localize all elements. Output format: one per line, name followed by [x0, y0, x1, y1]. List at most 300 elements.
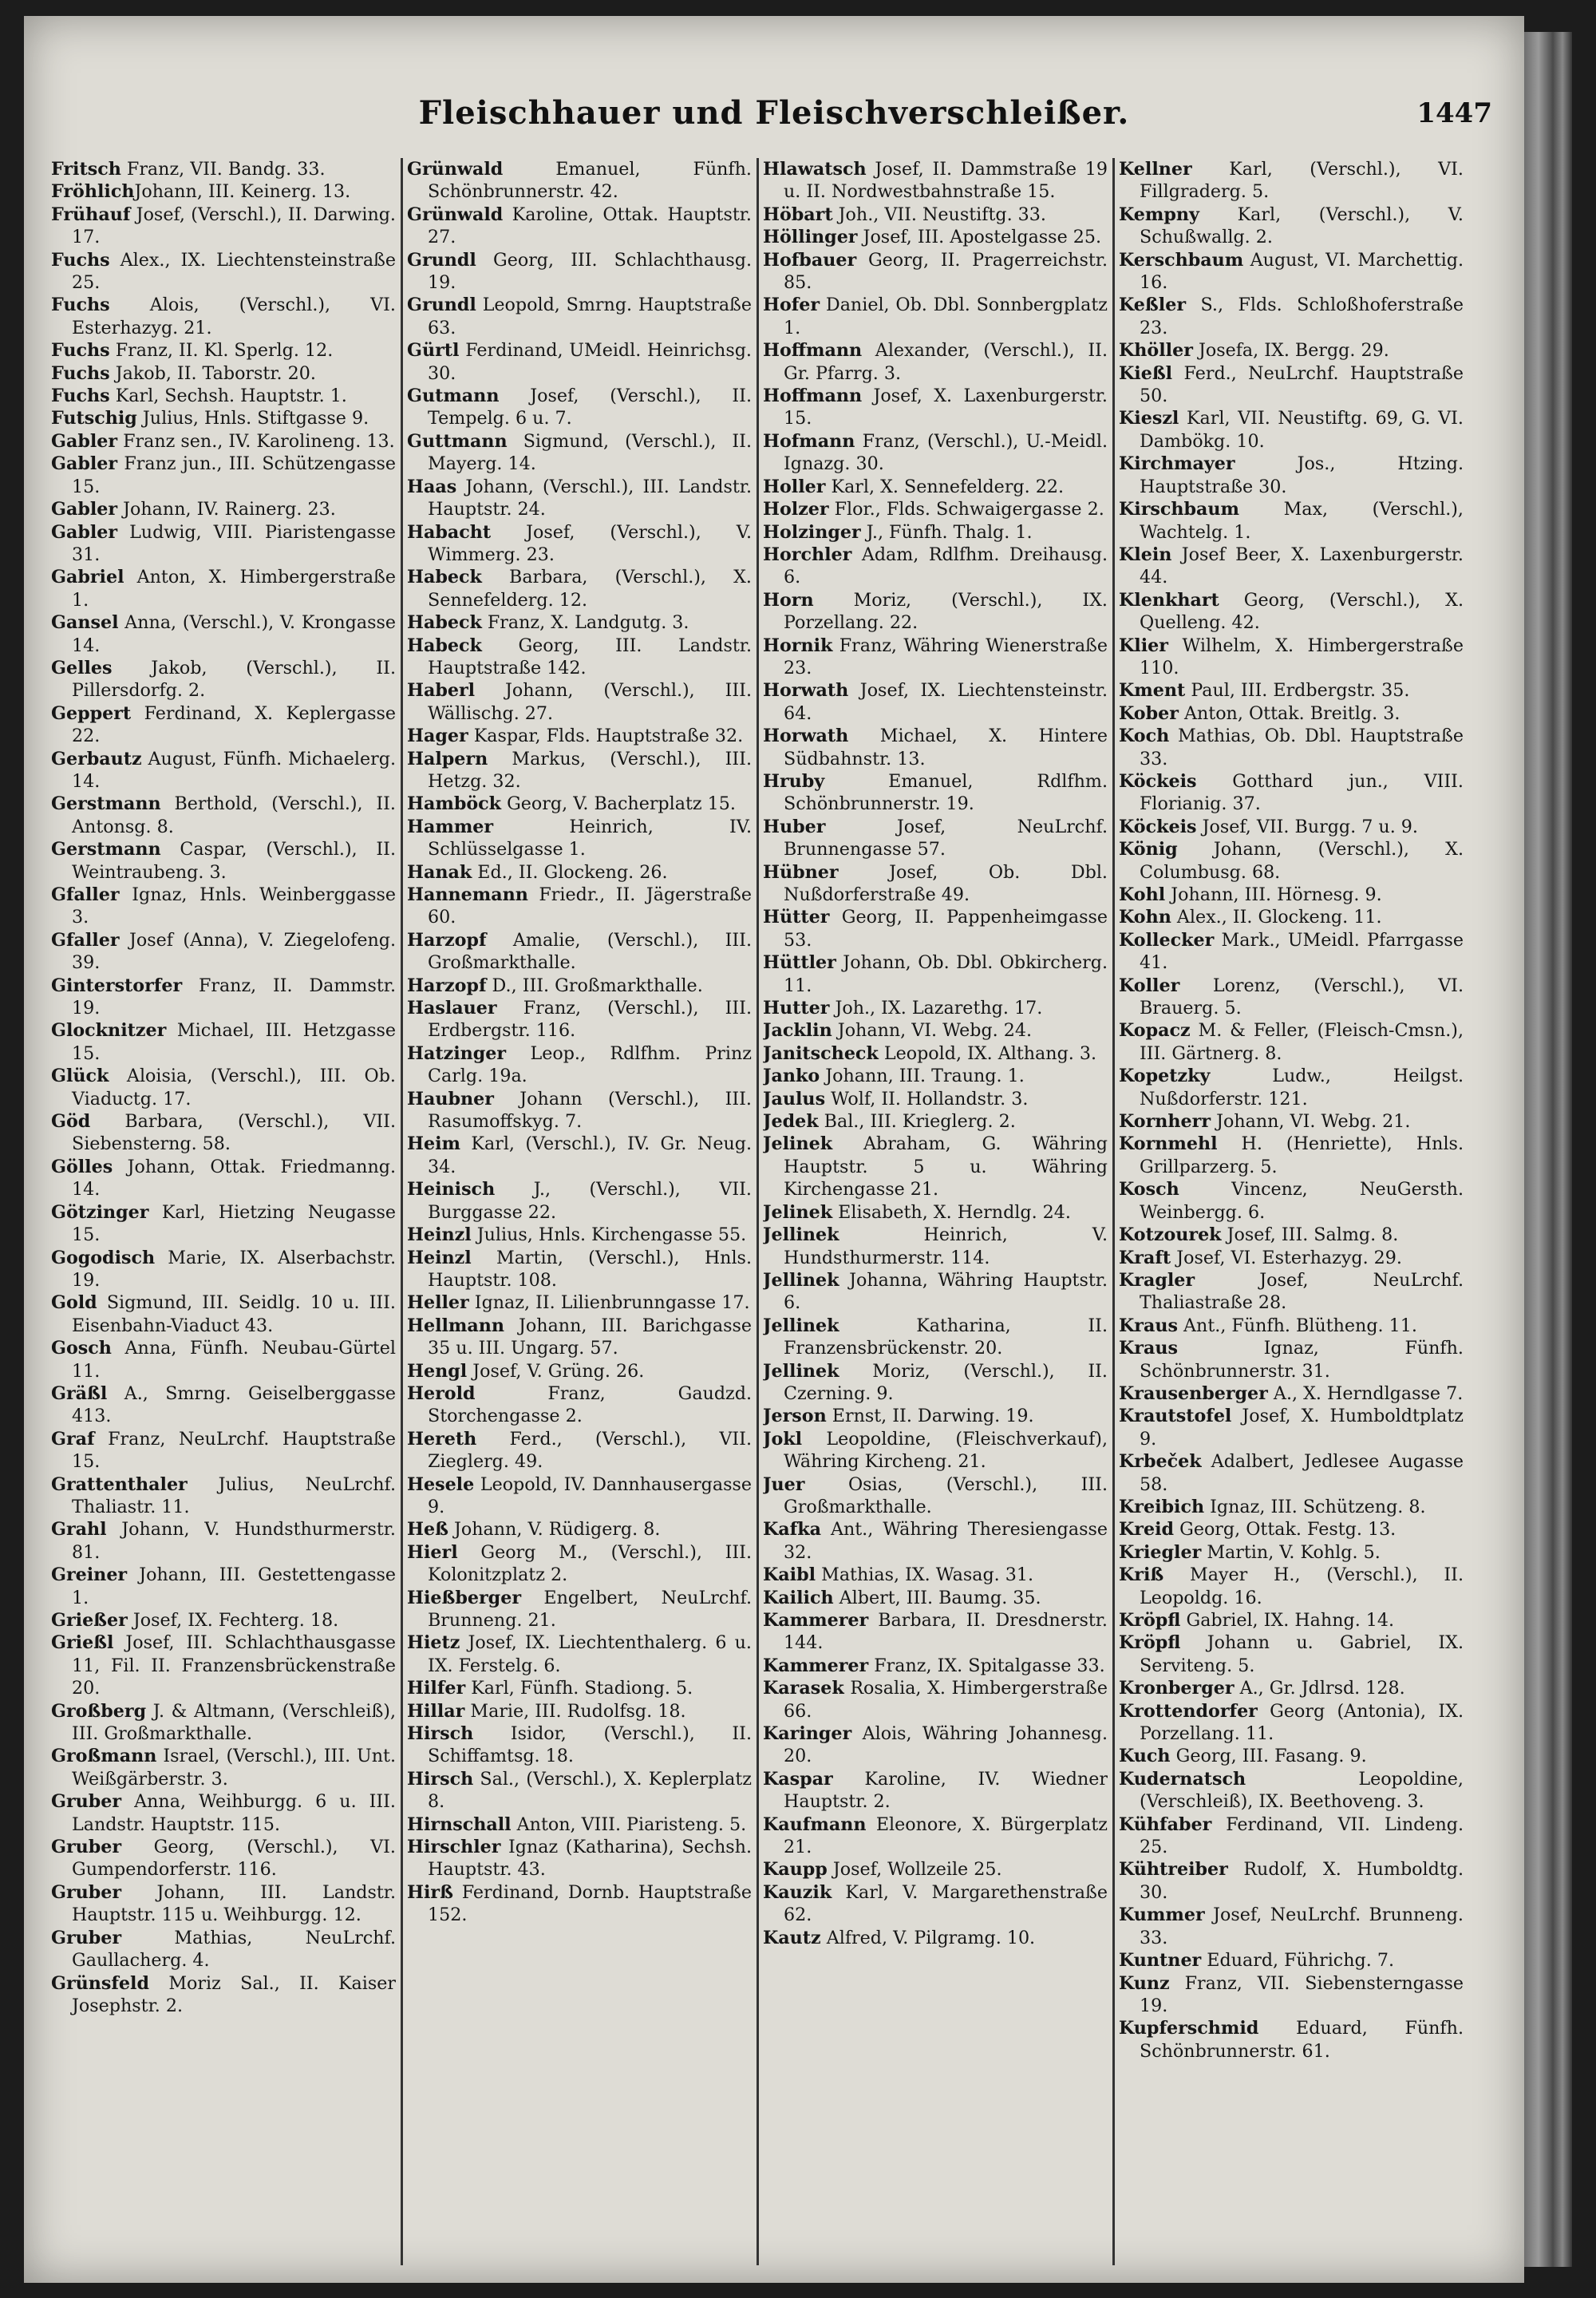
entry-details: Karl, V. Margarethenstraße 62.	[784, 1881, 1108, 1926]
entry-name: Greiner	[51, 1564, 128, 1586]
entry-details: Mathias, NeuLrchf. Gaullacherg. 4.	[72, 1927, 396, 1972]
entry-name: Hammer	[407, 816, 494, 837]
directory-entry	[763, 1110, 1108, 1133]
directory-entry	[1119, 204, 1464, 249]
entry-details: Amalie, (Verschl.), III. Großmarkthalle.	[428, 929, 752, 974]
directory-entry	[407, 793, 752, 815]
entry-details: Barbara, II. Dresdnerstr. 144.	[784, 1610, 1108, 1654]
entry-name: Hellmann	[407, 1315, 505, 1336]
directory-page	[24, 16, 1524, 2283]
entry-details: Johann, Ob. Dbl. Obkircherg. 11.	[784, 952, 1108, 996]
entry-name: Hoffmann	[763, 340, 863, 362]
entry-name: Kaupp	[763, 1859, 828, 1881]
entry-details: Ignaz, III. Schützeng. 8.	[1204, 1496, 1426, 1517]
entry-details: Johann, VI. Webg. 24.	[832, 1020, 1033, 1042]
entry-name: Horwath	[763, 726, 849, 747]
entry-name: Hirsch	[407, 1768, 474, 1790]
entry-details: Anton, X. Himbergerstraße 1.	[72, 567, 396, 611]
entry-name: Hofbauer	[763, 249, 857, 271]
entry-name: Kempny	[1119, 204, 1199, 225]
directory-entry	[1119, 339, 1464, 362]
entry-name: Klein	[1119, 544, 1172, 565]
entry-details: Anna, Fünfh. Neubau-Gürtel 11.	[72, 1338, 396, 1382]
entry-name: Jellinek	[763, 1315, 839, 1336]
directory-entry	[763, 294, 1108, 339]
entry-name: Kornmehl	[1119, 1133, 1218, 1155]
entry-name: Juer	[763, 1473, 805, 1495]
entry-details: Karl, X. Sennefelderg. 22.	[825, 476, 1065, 497]
directory-entry	[1119, 1858, 1464, 1904]
entry-name: Kaspar	[763, 1768, 833, 1790]
directory-entry	[407, 158, 752, 204]
directory-entry	[1119, 1904, 1464, 1949]
entry-details: Georg, III. Landstr. Hauptstraße 142.	[428, 635, 752, 678]
directory-entry	[407, 929, 752, 975]
entry-details: Adalbert, Jedlesee Augasse 58.	[1140, 1451, 1464, 1495]
entry-details: Johanna, Währing Hauptstr. 6.	[784, 1269, 1108, 1314]
entry-details: Eduard, Fünfh. Schönbrunnerstr. 61.	[1140, 2018, 1464, 2062]
entry-name: Hamböck	[407, 793, 502, 815]
entry-details: Ignaz, Fünfh. Schönbrunnerstr. 31.	[1140, 1338, 1464, 1382]
directory-entry	[1119, 1496, 1464, 1518]
entry-name: Kerschbaum	[1119, 249, 1244, 271]
entry-details: Leopold, IX. Althang. 3.	[878, 1042, 1097, 1064]
entry-name: Gruber	[51, 1791, 122, 1813]
directory-entry	[763, 476, 1108, 498]
entry-name: Hillar	[407, 1700, 465, 1722]
directory-entry	[51, 521, 396, 567]
entry-name: Heim	[407, 1133, 460, 1155]
directory-entry	[763, 1405, 1108, 1427]
directory-entry	[763, 1609, 1108, 1655]
entry-name: Gogodisch	[51, 1247, 156, 1268]
entry-details: Rosalia, X. Himbergerstraße 66.	[784, 1678, 1108, 1722]
directory-entry	[1119, 1065, 1464, 1110]
entry-name: Krottendorfer	[1119, 1700, 1258, 1722]
directory-entry	[1119, 1450, 1464, 1496]
entry-name: Kaibl	[763, 1564, 816, 1586]
directory-entry	[1119, 1019, 1464, 1065]
entry-name: Kraus	[1119, 1315, 1178, 1336]
entry-details: Johann, III. Landstr. Hauptstr. 115 u. Weihburgg. 12.	[72, 1881, 396, 1926]
directory-entry	[763, 679, 1108, 725]
entry-details: Abraham, G. Währing Hauptstr. 5 u. Währing Kirchengasse 21.	[784, 1133, 1108, 1200]
directory-entry	[51, 407, 396, 429]
entry-details: Georg, Ottak. Festg. 13.	[1174, 1519, 1396, 1541]
entry-details: Georg, III. Fasang. 9.	[1170, 1746, 1367, 1767]
entry-details: Franz, (Verschl.), U.-Meidl. Ignazg. 30.	[784, 430, 1108, 475]
directory-entry	[51, 1065, 396, 1110]
directory-entry	[763, 861, 1108, 907]
entry-name: Holzer	[763, 499, 829, 520]
book-page-edge	[1524, 32, 1572, 2267]
entry-details: Eduard, Führichg. 7.	[1201, 1950, 1395, 1972]
entry-name: Haberl	[407, 680, 476, 702]
directory-column-3	[763, 158, 1108, 2257]
entry-name: Keßler	[1119, 295, 1187, 316]
entry-name: Gölles	[51, 1156, 113, 1177]
directory-entry	[1119, 1949, 1464, 1972]
entry-details: Georg, (Verschl.), X. Quelleng. 42.	[1140, 589, 1464, 634]
entry-name: Hofer	[763, 295, 820, 316]
directory-entry	[763, 1428, 1108, 1473]
entry-name: Göd	[51, 1111, 91, 1133]
entry-name: Grießer	[51, 1610, 128, 1631]
directory-entry	[763, 1655, 1108, 1677]
directory-entry	[51, 430, 396, 453]
entry-details: Max, (Verschl.), Wachtelg. 1.	[1140, 499, 1464, 543]
entry-name: Köckeis	[1119, 816, 1197, 837]
entry-name: Klier	[1119, 635, 1168, 656]
entry-name: Hannemann	[407, 884, 528, 905]
entry-name: Gabriel	[51, 567, 124, 588]
directory-entry	[407, 204, 752, 249]
entry-name: Haubner	[407, 1088, 494, 1109]
directory-entry	[1119, 1269, 1464, 1315]
entry-name: Grünwald	[407, 204, 504, 225]
directory-entry	[763, 1927, 1108, 1949]
entry-name: Koller	[1119, 975, 1180, 996]
entry-name: Holler	[763, 476, 826, 497]
entry-details: Ferdinand, X. Keplergasse 22.	[72, 702, 396, 747]
directory-entry	[1119, 1972, 1464, 2018]
directory-entry	[407, 566, 752, 611]
entry-details: Anna, Weihburgg. 6 u. III. Landstr. Hauptstr. 115.	[72, 1791, 396, 1835]
entry-name: Hießberger	[407, 1587, 522, 1608]
entry-details: Gabriel, IX. Hahng. 14.	[1180, 1610, 1395, 1631]
entry-details: Josef, X. Humboldtplatz 9.	[1140, 1406, 1464, 1450]
directory-entry	[407, 1768, 752, 1813]
directory-entry	[763, 1224, 1108, 1269]
entry-details: Ant., Währing Theresiengasse 32.	[784, 1519, 1108, 1563]
entry-name: Großmann	[51, 1746, 157, 1767]
entry-name: Kellner	[1119, 159, 1192, 180]
entry-details: Mathias, Ob. Dbl. Hauptstraße 33.	[1140, 726, 1464, 769]
entry-name: Heinisch	[407, 1179, 496, 1200]
entry-details: Johann, (Verschl.), III. Wällischg. 27.	[428, 680, 752, 724]
directory-entry	[51, 1700, 396, 1746]
directory-entry	[51, 362, 396, 385]
entry-name: Hutter	[763, 998, 830, 1019]
directory-entry	[1119, 1700, 1464, 1746]
directory-entry	[51, 339, 396, 362]
directory-entry	[51, 1927, 396, 1972]
entry-details: Johann, III. Hörnesg. 9.	[1165, 884, 1382, 905]
entry-name: Kotzourek	[1119, 1224, 1222, 1246]
entry-name: Futschig	[51, 408, 137, 429]
entry-details: Adam, Rdlfhm. Dreihausg. 6.	[784, 544, 1108, 588]
entry-name: Hierl	[407, 1541, 458, 1563]
entry-details: Josef, II. Dammstraße 19 u. II. Nordwestbahnstraße 15.	[784, 159, 1108, 203]
entry-name: Gabler	[51, 499, 118, 520]
directory-entry	[1119, 1609, 1464, 1632]
entry-name: Fröhlich	[51, 181, 135, 203]
entry-details: Karl, Fünfh. Stadiong. 5.	[465, 1678, 693, 1699]
entry-name: Jaulus	[763, 1088, 826, 1109]
entry-details: Marie, III. Rudolfsg. 18.	[464, 1700, 686, 1722]
directory-entry	[1119, 929, 1464, 975]
directory-entry	[763, 635, 1108, 680]
entry-details: Johann u. Gabriel, IX. Serviteng. 5.	[1140, 1632, 1464, 1676]
directory-entry	[51, 1201, 396, 1247]
entry-name: Hereth	[407, 1428, 477, 1450]
entry-name: Janitscheck	[763, 1042, 879, 1064]
entry-name: Klenkhart	[1119, 589, 1219, 611]
entry-details: Heinrich, V. Hundsthurmerstr. 114.	[784, 1224, 1108, 1268]
entry-details: Josef, Ob. Dbl. Nußdorferstraße 49.	[784, 861, 1108, 905]
entry-name: Glocknitzer	[51, 1020, 167, 1042]
directory-entry	[51, 385, 396, 407]
directory-entry	[763, 204, 1108, 226]
entry-name: Hlawatsch	[763, 159, 867, 180]
entry-details: Alfred, V. Pilgramg. 10.	[820, 1927, 1036, 1948]
directory-entry	[407, 1315, 752, 1360]
entry-details: Ferdinand, Dornb. Hauptstraße 152.	[428, 1881, 752, 1926]
entry-details: Vincenz, NeuGersth. Weinbergg. 6.	[1140, 1179, 1464, 1223]
entry-details: Johann, V. Rüdigerg. 8.	[448, 1519, 661, 1541]
entry-details: Jos., Htzing. Hauptstraße 30.	[1140, 453, 1464, 497]
directory-entry	[51, 1247, 396, 1292]
directory-entry	[51, 1632, 396, 1699]
page-number: 1447	[1416, 97, 1492, 129]
entry-name: Kirchmayer	[1119, 453, 1235, 475]
directory-entry	[1119, 1382, 1464, 1405]
entry-name: Jellinek	[763, 1224, 839, 1246]
directory-entry	[763, 816, 1108, 861]
entry-details: Joh., VII. Neustiftg. 33.	[832, 204, 1046, 225]
entry-name: Krausenberger	[1119, 1382, 1268, 1404]
directory-entry	[763, 1360, 1108, 1406]
entry-details: Ferd., NeuLrchf. Hauptstraße 50.	[1140, 362, 1464, 407]
entry-name: Gruber	[51, 1837, 122, 1858]
directory-entry	[407, 476, 752, 521]
entry-name: Ginterstorfer	[51, 975, 183, 996]
entry-name: Kirschbaum	[1119, 499, 1240, 520]
entry-name: Grundl	[407, 249, 476, 271]
directory-entry	[407, 748, 752, 793]
entry-details: Josef, III. Schlachthausgasse 11, Fil. II. Franzensbrückenstraße 20.	[72, 1632, 396, 1699]
entry-details: Karl, Sechsh. Hauptstr. 1.	[109, 386, 347, 407]
directory-entry	[407, 430, 752, 476]
entry-name: Jokl	[763, 1428, 803, 1450]
entry-name: Hanak	[407, 861, 472, 883]
entry-name: Grießl	[51, 1632, 114, 1654]
entry-details: Leop., Rdlfhm. Prinz Carlg. 19a.	[428, 1042, 752, 1087]
directory-entry	[763, 906, 1108, 951]
entry-details: Johann, VI. Webg. 21.	[1211, 1111, 1411, 1133]
directory-entry	[51, 1473, 396, 1519]
directory-entry	[407, 339, 752, 385]
entry-name: Kornherr	[1119, 1111, 1211, 1133]
entry-name: Horn	[763, 589, 814, 611]
entry-details: Leopoldine, (Verschleiß), IX. Beethoveng. 3.	[1140, 1768, 1464, 1813]
directory-entry	[51, 1836, 396, 1881]
entry-details: August, VI. Marchettig. 16.	[1140, 249, 1464, 294]
directory-entry	[407, 1677, 752, 1699]
entry-details: Franz, VII. Siebensterngasse 19.	[1140, 1972, 1464, 2016]
entry-details: Karoline, Ottak. Hauptstr. 27.	[428, 204, 752, 248]
entry-details: Leopoldine, (Fleischverkauf), Währing Kircheng. 21.	[784, 1428, 1108, 1473]
entry-details: Moriz Sal., II. Kaiser Josephstr. 2.	[72, 1972, 396, 2016]
directory-entry	[763, 385, 1108, 430]
entry-name: Hornik	[763, 635, 833, 656]
entry-name: Kröpfl	[1119, 1632, 1181, 1654]
directory-entry	[763, 158, 1108, 204]
directory-entry	[763, 1269, 1108, 1315]
entry-details: Josef, IX. Fechterg. 18.	[127, 1610, 339, 1631]
directory-entry	[407, 1042, 752, 1088]
directory-entry	[407, 1700, 752, 1723]
directory-entry	[1119, 679, 1464, 702]
directory-entry	[763, 1088, 1108, 1110]
entry-details: Martin, V. Kohlg. 5.	[1201, 1541, 1381, 1563]
entry-name: Fuchs	[51, 386, 110, 407]
directory-column-4	[1119, 158, 1464, 2257]
directory-entry	[407, 1881, 752, 1927]
entry-name: Heller	[407, 1292, 469, 1314]
entry-name: Habeck	[407, 635, 482, 656]
entry-name: Kautz	[763, 1927, 821, 1948]
directory-entry	[1119, 1632, 1464, 1677]
entry-name: Kosch	[1119, 1179, 1179, 1200]
directory-entry	[51, 1518, 396, 1564]
entry-name: Gerstmann	[51, 793, 161, 815]
entry-details: Ignaz (Katharina), Sechsh. Hauptstr. 43.	[428, 1837, 752, 1881]
directory-entry	[407, 1247, 752, 1292]
entry-name: Hilfer	[407, 1678, 466, 1699]
entry-name: Kraus	[1119, 1338, 1178, 1359]
entry-details: Isidor, (Verschl.), II. Schiffamtsg. 18.	[428, 1723, 752, 1767]
entry-details: Franz, IX. Spitalgasse 33.	[868, 1655, 1105, 1676]
directory-entry	[51, 1745, 396, 1790]
entry-name: Höbart	[763, 204, 833, 225]
entry-name: Haas	[407, 476, 457, 497]
directory-entry	[51, 1428, 396, 1473]
entry-details: Karoline, IV. Wiedner Hauptstr. 2.	[784, 1768, 1108, 1813]
directory-entry	[407, 1518, 752, 1541]
directory-entry	[51, 204, 396, 249]
entry-details: Johann, III. Keinerg. 13.	[134, 181, 351, 203]
entry-details: Johann, III. Barichgasse 35 u. III. Ungarg. 57.	[428, 1315, 752, 1359]
entry-name: Hoffmann	[763, 386, 863, 407]
entry-details: Josefa, IX. Bergg. 29.	[1192, 340, 1389, 362]
entry-name: Gfaller	[51, 884, 120, 905]
directory-entry	[1119, 544, 1464, 589]
entry-details: Karl, VII. Neustiftg. 69, G. VI. Dambökg. 10.	[1140, 408, 1464, 452]
directory-entry	[1119, 1564, 1464, 1609]
directory-entry	[51, 975, 396, 1020]
directory-entry	[51, 611, 396, 657]
entry-details: Josef, NeuLrchf. Brunnengasse 57.	[784, 816, 1108, 860]
directory-entry	[1119, 589, 1464, 635]
entry-details: Ludw., Heilgst. Nußdorferstr. 121.	[1140, 1066, 1464, 1109]
entry-name: Heß	[407, 1519, 448, 1541]
entry-details: Leopold, Smrng. Hauptstraße 63.	[428, 295, 752, 338]
entry-details: Kaspar, Flds. Hauptstraße 32.	[468, 726, 744, 747]
entry-details: Lorenz, (Verschl.), VI. Brauerg. 5.	[1140, 975, 1464, 1019]
entry-details: Josef, III. Salmg. 8.	[1221, 1224, 1399, 1246]
entry-details: Katharina, II. Franzensbrückenstr. 20.	[784, 1315, 1108, 1359]
directory-entry	[763, 1201, 1108, 1224]
entry-details: Alex., IX. Liechtensteinstraße 25.	[72, 249, 396, 294]
directory-entry	[763, 430, 1108, 476]
entry-details: Josef, VI. Esterhazyg. 29.	[1171, 1247, 1402, 1268]
directory-entry	[51, 1156, 396, 1201]
directory-entry	[407, 1813, 752, 1836]
entry-details: Ant., Fünfh. Blütheng. 11.	[1177, 1315, 1417, 1336]
entry-name: Karinger	[763, 1723, 852, 1745]
directory-entry	[407, 816, 752, 861]
directory-entry	[407, 861, 752, 884]
entry-details: Ernst, II. Darwing. 19.	[826, 1406, 1034, 1427]
entry-details: Johann, (Verschl.), III. Landstr. Hauptstr. 24.	[428, 476, 752, 520]
directory-entry	[407, 294, 752, 339]
directory-entry	[1119, 906, 1464, 928]
entry-name: König	[1119, 839, 1178, 860]
directory-entry	[1119, 884, 1464, 906]
entry-name: Jacklin	[763, 1020, 832, 1042]
entry-details: Josef, (Verschl.), II. Darwing. 17.	[72, 204, 396, 248]
entry-name: Krautstofel	[1119, 1406, 1232, 1427]
entry-details: Ignaz, II. Lilienbrunngasse 17.	[468, 1292, 750, 1314]
directory-entry	[407, 679, 752, 725]
directory-entry	[1119, 1337, 1464, 1382]
entry-details: Osias, (Verschl.), III. Großmarkthalle.	[784, 1473, 1108, 1517]
directory-entry	[51, 1110, 396, 1156]
entry-details: Josef, IX. Liechtenthalerg. 6 u. IX. Ferstelg. 6.	[428, 1632, 752, 1676]
entry-details: Friedr., II. Jägerstraße 60.	[428, 884, 752, 928]
entry-name: Gosch	[51, 1338, 112, 1359]
entry-name: Kohl	[1119, 884, 1166, 905]
entry-name: Kriß	[1119, 1564, 1164, 1586]
entry-details: Jakob, II. Taborstr. 20.	[109, 362, 316, 384]
directory-entry	[1119, 1518, 1464, 1541]
entry-details: Heinrich, IV. Schlüsselgasse 1.	[428, 816, 752, 860]
entry-details: Karl, Hietzing Neugasse 15.	[72, 1201, 396, 1246]
entry-details: Georg, II. Pragerreichstr. 85.	[784, 249, 1108, 294]
entry-details: Sigmund, III. Seidlg. 10 u. III. Eisenbahn-Viaduct 43.	[72, 1292, 396, 1336]
entry-name: Habeck	[407, 612, 482, 634]
page-header	[24, 94, 1524, 150]
entry-details: Johann, III. Gestettengasse 1.	[72, 1564, 396, 1608]
entry-details: Ed., II. Glockeng. 26.	[472, 861, 668, 883]
directory-entry	[407, 1088, 752, 1133]
directory-entry	[1119, 1677, 1464, 1699]
entry-details: Bal., III. Krieglerg. 2.	[818, 1111, 1016, 1133]
entry-name: Harzopf	[407, 929, 487, 951]
entry-details: Emanuel, Rdlfhm. Schönbrunnerstr. 19.	[784, 770, 1108, 815]
entry-name: Gürtl	[407, 340, 460, 362]
entry-details: Markus, (Verschl.), III. Hetzg. 32.	[428, 748, 752, 792]
entry-name: Herold	[407, 1382, 476, 1404]
directory-entry	[1119, 362, 1464, 408]
entry-name: Hofmann	[763, 430, 855, 452]
entry-name: Gruber	[51, 1881, 122, 1903]
entry-details: Georg, II. Pappenheimgasse 53.	[784, 907, 1108, 951]
column-divider	[401, 158, 403, 2265]
entry-details: Joh., IX. Lazarethg. 17.	[829, 998, 1043, 1019]
directory-entry	[51, 1564, 396, 1609]
entry-name: Kohn	[1119, 907, 1171, 928]
entry-details: Gotthard jun., VIII. Florianig. 37.	[1140, 770, 1464, 815]
entry-name: Krbeček	[1119, 1451, 1202, 1473]
entry-name: Gabler	[51, 430, 118, 452]
entry-details: A., X. Herndlgasse 7.	[1267, 1382, 1464, 1404]
entry-details: Eleonore, X. Bürgerplatz 21.	[784, 1813, 1108, 1858]
entry-details: Michael, III. Hetzgasse 15.	[72, 1020, 396, 1064]
entry-name: Hager	[407, 726, 468, 747]
entry-name: Kühtreiber	[1119, 1859, 1228, 1881]
